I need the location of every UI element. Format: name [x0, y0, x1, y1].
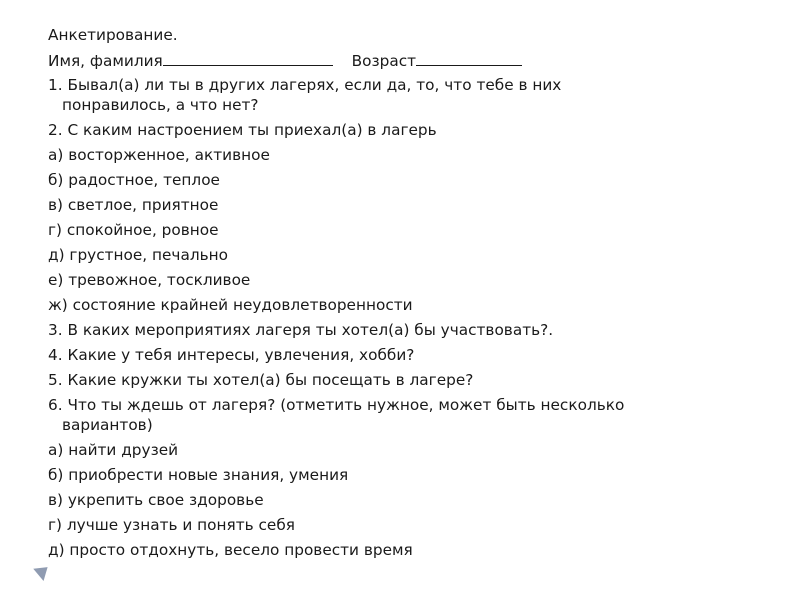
question-4: 4. Какие у тебя интересы, увлечения, хобби?	[48, 346, 415, 364]
question-5: 5. Какие кружки ты хотел(а) бы посещать в лагере?	[48, 371, 474, 389]
question-6-option: а) найти друзей	[48, 441, 179, 459]
age-label: Возраст	[351, 52, 417, 70]
question-3: 3. В каких мероприятиях лагеря ты хотел(а) бы участвовать?.	[48, 321, 554, 339]
question-6-option: г) лучше узнать и понять себя	[48, 516, 295, 534]
question-6-option: б) приобрести новые знания, умения	[48, 466, 349, 484]
question-6-option: д) просто отдохнуть, весело провести время	[48, 541, 413, 559]
question-2-option: г) спокойное, ровное	[48, 221, 219, 239]
question-6	[48, 395, 768, 440]
question-2-option: б) радостное, теплое	[48, 171, 220, 189]
name-blank-line	[163, 50, 333, 66]
question-2-option: е) тревожное, тоскливое	[48, 271, 251, 289]
question-2: 2. С каким настроением ты приехал(а) в лагерь	[48, 121, 437, 139]
question-2-option: ж) состояние крайней неудовлетворенности	[48, 296, 413, 314]
name-label: Имя, фамилия	[48, 52, 163, 70]
age-blank-line	[416, 50, 522, 66]
question-2-option: в) светлое, приятное	[48, 196, 219, 214]
question-6-line-1: 6. Что ты ждешь от лагеря? (отметить нужное, может быть несколько	[48, 396, 625, 414]
name-age-row	[48, 50, 768, 75]
question-1-line-1: 1. Бывал(а) ли ты в других лагерях, если да, то, что тебе в них	[48, 76, 562, 94]
question-2-option: а) восторженное, активное	[48, 146, 270, 164]
question-6-line-2: вариантов)	[62, 416, 153, 434]
questionnaire-title: Анкетирование.	[48, 26, 178, 44]
question-6-option: в) укрепить свое здоровье	[48, 491, 264, 509]
question-1-line-2: понравилось, а что нет?	[62, 96, 259, 114]
question-2-option: д) грустное, печально	[48, 246, 228, 264]
question-1	[48, 75, 768, 120]
questionnaire	[48, 25, 768, 565]
